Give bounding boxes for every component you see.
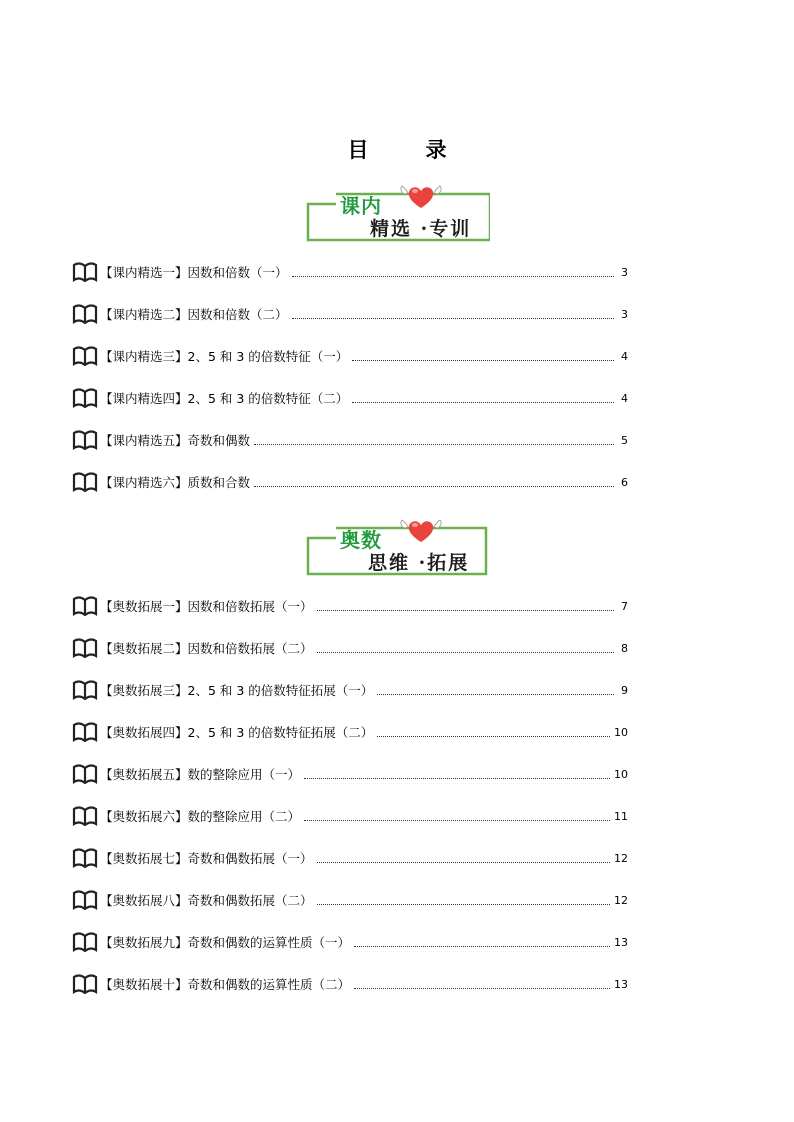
- toc-entry[interactable]: [72, 721, 628, 743]
- open-book-icon: [72, 932, 98, 952]
- toc-entry-page: 10: [614, 725, 628, 739]
- banner-title-primary: 奥数: [340, 528, 382, 552]
- dot-leader: [352, 360, 614, 361]
- toc-entry-page: 3: [621, 265, 628, 279]
- banner-title-secondary: 精选 ·专训: [370, 218, 472, 240]
- toc-entry[interactable]: [72, 889, 628, 911]
- banner-title-secondary: 思维 ·拓展: [368, 552, 470, 574]
- dot-leader: [304, 778, 610, 779]
- toc-entry-page: 11: [614, 809, 628, 823]
- toc-entry[interactable]: [72, 471, 628, 493]
- dot-leader: [317, 862, 610, 863]
- toc-entry-label: 【课内精选四】2、5 和 3 的倍数特征（二）: [100, 391, 349, 406]
- toc-entry-label: 【奥数拓展九】奇数和偶数的运算性质（一）: [100, 935, 351, 950]
- open-book-icon: [72, 472, 98, 492]
- toc-entry-label: 【课内精选六】质数和合数: [100, 475, 251, 490]
- dot-leader: [292, 318, 614, 319]
- toc-entry-label: 【课内精选二】因数和倍数（二）: [100, 307, 288, 322]
- toc-entry-label: 【奥数拓展七】奇数和偶数拓展（一）: [100, 851, 313, 866]
- toc-entry-page: 5: [621, 433, 628, 447]
- toc-entry-label: 【奥数拓展六】数的整除应用（二）: [100, 809, 301, 824]
- toc-entry-page: 3: [621, 307, 628, 321]
- toc-entry-page: 12: [614, 893, 628, 907]
- toc-entry-page: 6: [621, 475, 628, 489]
- open-book-icon: [72, 388, 98, 408]
- section-banner-in-class: [306, 190, 490, 244]
- open-book-icon: [72, 848, 98, 868]
- open-book-icon: [72, 638, 98, 658]
- open-book-icon: [72, 974, 98, 994]
- open-book-icon: [72, 430, 98, 450]
- dot-leader: [377, 736, 610, 737]
- dot-leader: [254, 444, 614, 445]
- toc-entry[interactable]: [72, 429, 628, 451]
- toc-entry-label: 【课内精选三】2、5 和 3 的倍数特征（一）: [100, 349, 349, 364]
- toc-entry-page: 4: [621, 349, 628, 363]
- toc-entry-label: 【奥数拓展五】数的整除应用（一）: [100, 767, 301, 782]
- dot-leader: [317, 652, 614, 653]
- open-book-icon: [72, 722, 98, 742]
- toc-entry[interactable]: [72, 973, 628, 995]
- open-book-icon: [72, 596, 98, 616]
- open-book-icon: [72, 806, 98, 826]
- winged-heart-icon: [398, 514, 444, 546]
- dot-leader: [292, 276, 614, 277]
- toc-entry[interactable]: [72, 595, 628, 617]
- dot-leader: [317, 904, 610, 905]
- open-book-icon: [72, 890, 98, 910]
- toc-entry-page: 12: [614, 851, 628, 865]
- toc-entry-label: 【课内精选五】奇数和偶数: [100, 433, 251, 448]
- toc-entry-page: 13: [614, 935, 628, 949]
- dot-leader: [354, 988, 610, 989]
- toc-entry[interactable]: [72, 387, 628, 409]
- toc-entry-page: 10: [614, 767, 628, 781]
- dot-leader: [352, 402, 614, 403]
- dot-leader: [354, 946, 610, 947]
- open-book-icon: [72, 680, 98, 700]
- toc-entry-label: 【奥数拓展八】奇数和偶数拓展（二）: [100, 893, 313, 908]
- page-title: 目 录: [347, 137, 465, 162]
- toc-entry-page: 4: [621, 391, 628, 405]
- toc-entry-label: 【奥数拓展二】因数和倍数拓展（二）: [100, 641, 313, 656]
- dot-leader: [377, 694, 614, 695]
- toc-entry-label: 【奥数拓展三】2、5 和 3 的倍数特征拓展（一）: [100, 683, 374, 698]
- open-book-icon: [72, 346, 98, 366]
- toc-entry-label: 【奥数拓展四】2、5 和 3 的倍数特征拓展（二）: [100, 725, 374, 740]
- open-book-icon: [72, 764, 98, 784]
- dot-leader: [317, 610, 614, 611]
- toc-entry[interactable]: [72, 805, 628, 827]
- section-banner-olympiad: [306, 524, 490, 578]
- toc-entry[interactable]: [72, 345, 628, 367]
- toc-entry-label: 【奥数拓展一】因数和倍数拓展（一）: [100, 599, 313, 614]
- toc-entry[interactable]: [72, 763, 628, 785]
- toc-entry[interactable]: [72, 931, 628, 953]
- winged-heart-icon: [398, 180, 444, 212]
- toc-entry-page: 8: [621, 641, 628, 655]
- toc-entry-page: 13: [614, 977, 628, 991]
- toc-entry-label: 【奥数拓展十】奇数和偶数的运算性质（二）: [100, 977, 351, 992]
- toc-entry[interactable]: [72, 847, 628, 869]
- toc-entry[interactable]: [72, 303, 628, 325]
- dot-leader: [254, 486, 614, 487]
- banner-title-primary: 课内: [340, 194, 382, 218]
- toc-entry[interactable]: [72, 637, 628, 659]
- toc-entry-page: 7: [621, 599, 628, 613]
- open-book-icon: [72, 304, 98, 324]
- toc-entry[interactable]: [72, 261, 628, 283]
- toc-entry-page: 9: [621, 683, 628, 697]
- dot-leader: [304, 820, 610, 821]
- open-book-icon: [72, 262, 98, 282]
- toc-entry[interactable]: [72, 679, 628, 701]
- toc-entry-label: 【课内精选一】因数和倍数（一）: [100, 265, 288, 280]
